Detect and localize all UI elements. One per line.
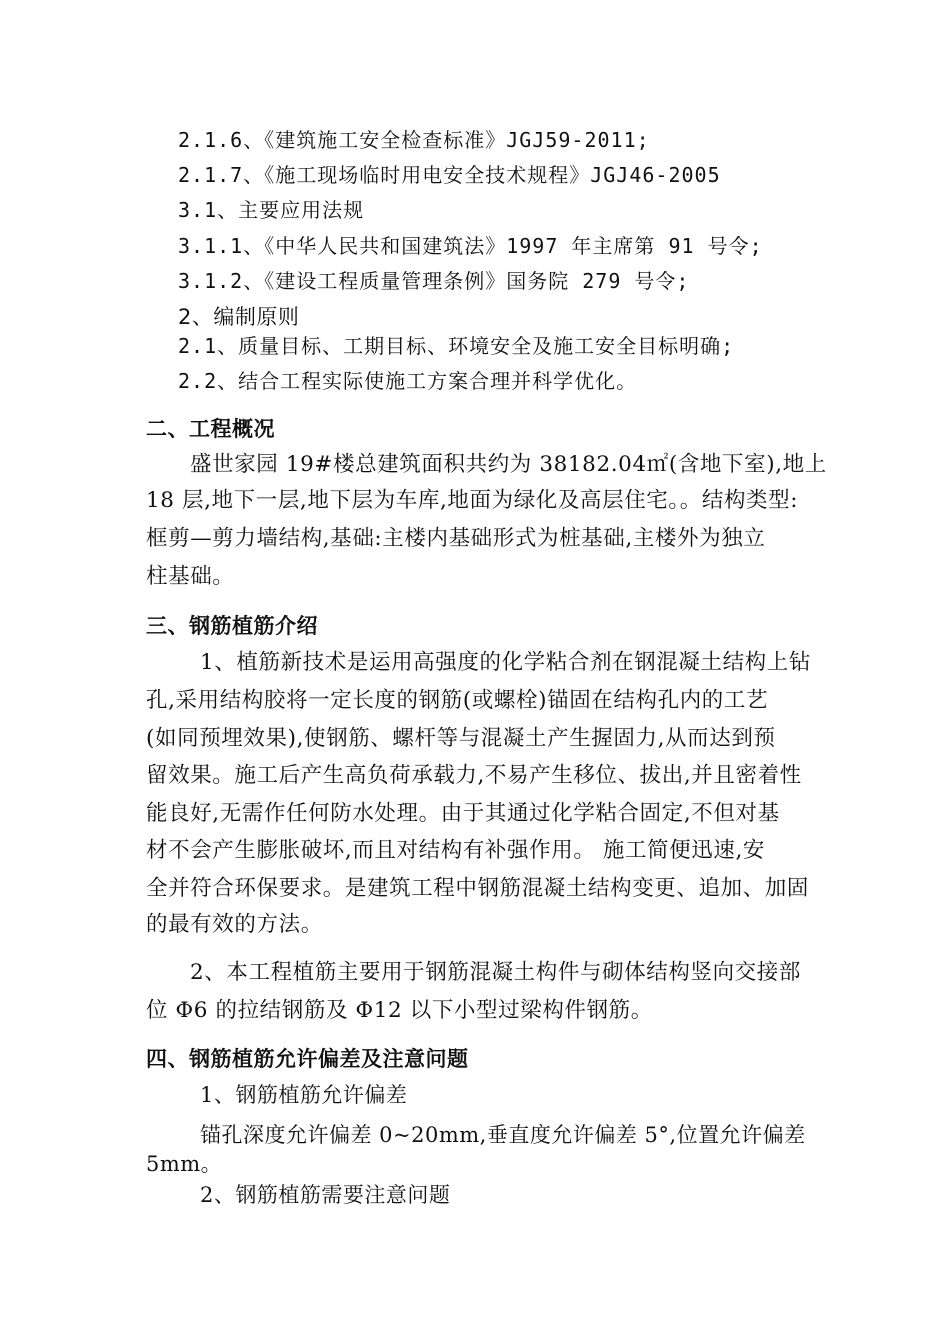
intro-para1-line-2: 孔,采用结构胶将一定长度的钢筋(或螺栓)锚固在结构孔内的工艺 [146, 688, 769, 713]
notes-subheading: 2、钢筋植筋需要注意问题 [200, 1183, 451, 1207]
intro-para1-line-7: 全并符合环保要求。是建筑工程中钢筋混凝土结构变更、追加、加固 [146, 876, 810, 901]
section-heading-rebar-planting-intro: 三、钢筋植筋介绍 [146, 614, 318, 638]
intro-para1-line-4: 留效果。施工后产生高负荷承载力,不易产生移位、拔出,并且密着性 [146, 763, 802, 788]
principles-title: 2、编制原则 [178, 305, 300, 329]
overview-line-4: 柱基础。 [146, 564, 235, 589]
overview-line-2: 18 层,地下一层,地下层为车库,地面为绿化及高层住宅。。结构类型: [146, 488, 799, 513]
principle-item-2-2: 2.2、结合工程实际使施工方案合理并科学优化。 [178, 369, 638, 393]
intro-para2-line-2: 位 Φ6 的拉结钢筋及 Φ12 以下小型过梁构件钢筋。 [146, 998, 653, 1023]
intro-para1-line-5: 能良好,无需作任何防水处理。由于其通过化学粘合固定,不但对基 [146, 801, 780, 826]
tolerance-line-2: 5mm。 [146, 1152, 223, 1176]
overview-line-1: 盛世家园 19#楼总建筑面积共约为 38182.04㎡(含地下室),地上 [190, 452, 827, 477]
intro-para1-line-1: 1、植筋新技术是运用高强度的化学粘合剂在钢混凝土结构上钻 [200, 650, 811, 675]
reference-item-2-1-6: 2.1.6、《建筑施工安全检查标准》JGJ59-2011; [178, 128, 650, 152]
overview-line-3: 框剪—剪力墙结构,基础:主楼内基础形式为桩基础,主楼外为独立 [146, 526, 766, 551]
intro-para1-line-6: 材不会产生膨胀破坏,而且对结构有补强作用。 施工简便迅速,安 [146, 838, 766, 863]
intro-para2-line-1: 2、本工程植筋主要用于钢筋混凝土构件与砌体结构竖向交接部 [190, 960, 801, 985]
principle-item-2-1: 2.1、质量目标、工期目标、环境安全及施工安全目标明确; [178, 334, 735, 358]
section-heading-project-overview: 二、工程概况 [146, 417, 275, 441]
reference-item-3-1: 3.1、主要应用法规 [178, 198, 365, 222]
reference-item-3-1-1: 3.1.1、《中华人民共和国建筑法》1997 年主席第 91 号令; [178, 234, 763, 258]
reference-item-2-1-7: 2.1.7、《施工现场临时用电安全技术规程》JGJ46-2005 [178, 163, 721, 187]
tolerance-line-1: 锚孔深度允许偏差 0~20mm,垂直度允许偏差 5°,位置允许偏差 [200, 1123, 806, 1147]
tolerance-subheading: 1、钢筋植筋允许偏差 [200, 1083, 408, 1107]
intro-para1-line-3: (如同预埋效果),使钢筋、螺杆等与混凝土产生握固力,从而达到预 [146, 726, 776, 751]
intro-para1-line-8: 的最有效的方法。 [146, 912, 323, 937]
section-heading-tolerance-and-notes: 四、钢筋植筋允许偏差及注意问题 [146, 1047, 469, 1071]
reference-item-3-1-2: 3.1.2、《建设工程质量管理条例》国务院 279 号令; [178, 269, 690, 293]
